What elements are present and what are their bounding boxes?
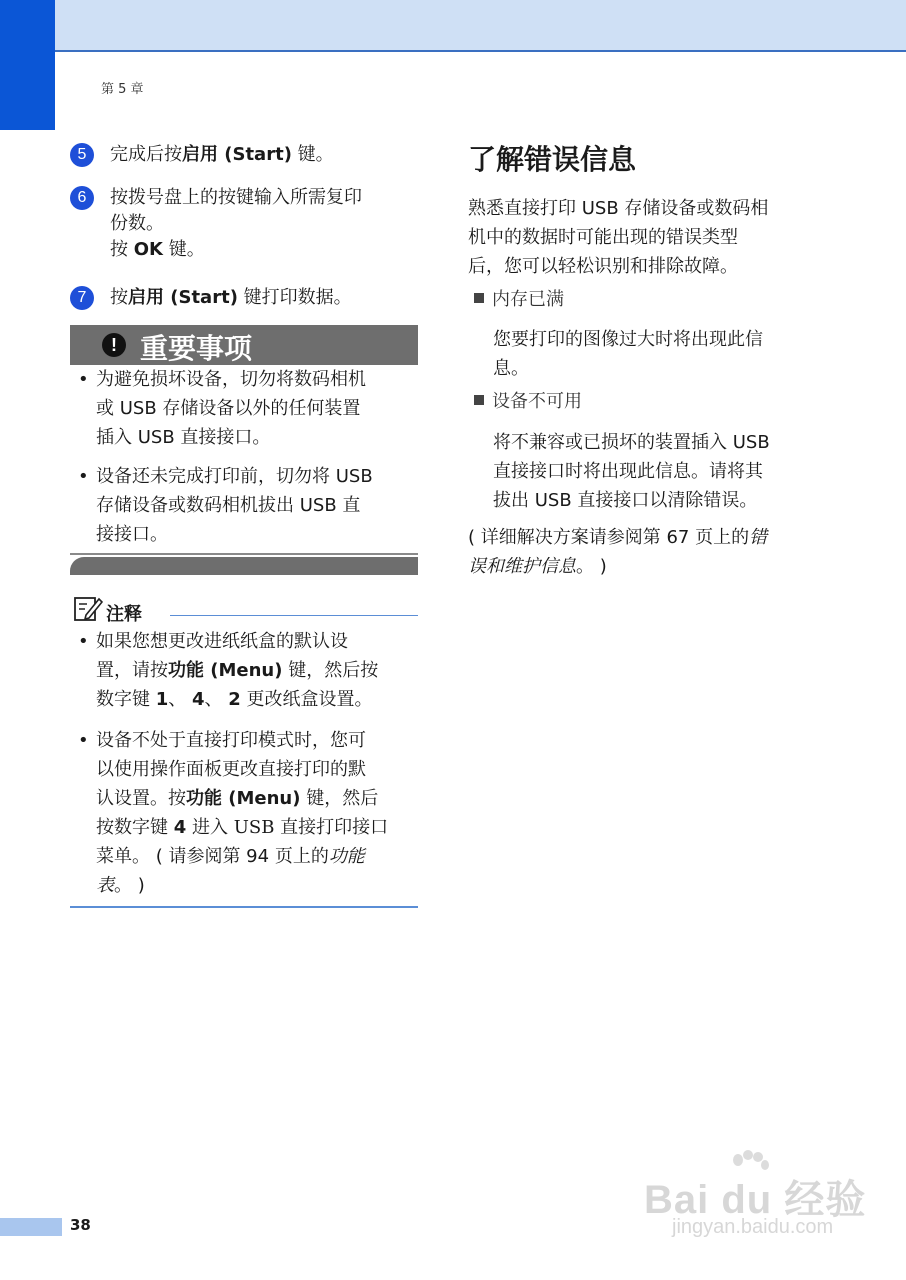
bullet-icon: • xyxy=(78,369,89,390)
square-bullet-icon xyxy=(474,293,484,303)
step-6 xyxy=(70,185,420,265)
exclamation-icon: ! xyxy=(102,333,126,357)
section-heading: 了解错误信息 xyxy=(468,143,637,176)
note-title: 注释 xyxy=(106,604,142,625)
error-item-desc: 您要打印的图像过大时将出现此信 息。 xyxy=(493,329,763,379)
chapter-label: 第 5 章 xyxy=(101,82,144,97)
divider xyxy=(70,906,418,908)
bullet-icon: • xyxy=(78,631,89,652)
important-item: • 设备还未完成打印前，切勿将 USB 存储设备或数码相机拔出 USB 直 接接口。 xyxy=(78,462,418,552)
intro-paragraph: 熟悉直接打印 USB 存储设备或数码相 机中的数据时可能出现的错误类型 后，您可以轻松识别和排除故障。 xyxy=(468,198,769,277)
error-item-title: 内存已满 xyxy=(474,288,564,312)
step-number-badge: 6 xyxy=(70,186,94,210)
divider xyxy=(170,615,418,616)
note-item: • 如果您想更改进纸纸盒的默认设 置，请按功能 (Menu) 键，然后按 数字键 1、 4、 2 更改纸盒设置。 xyxy=(78,627,418,717)
header-bar xyxy=(0,0,906,52)
square-bullet-icon xyxy=(474,395,484,405)
error-item-title: 设备不可用 xyxy=(474,390,582,414)
step-5 xyxy=(70,142,420,168)
step-number-badge: 7 xyxy=(70,286,94,310)
watermark-brand: Bai du 经验 xyxy=(644,1178,867,1222)
step-number-badge: 5 xyxy=(70,143,94,167)
chapter-tab-marker xyxy=(0,0,55,130)
note-pencil-icon xyxy=(73,594,103,624)
step-text: 完成后按启用 (Start) 键。 xyxy=(110,144,334,165)
cross-reference: ( 详细解决方案请参阅第 67 页上的错 误和维护信息。 ) xyxy=(468,527,768,577)
divider xyxy=(70,553,418,555)
bullet-icon: • xyxy=(78,466,89,487)
important-footer xyxy=(70,557,418,575)
important-header xyxy=(70,325,418,365)
page-number: 38 xyxy=(70,1216,91,1234)
step-text: 按拨号盘上的按键输入所需复印 份数。 按 OK 键。 xyxy=(110,187,362,260)
bullet-icon: • xyxy=(78,730,89,751)
error-maintenance-link[interactable]: 错 xyxy=(749,527,768,548)
error-maintenance-link[interactable]: 误和维护信息 xyxy=(468,556,576,577)
error-item-desc: 将不兼容或已损坏的装置插入 USB 直接接口时将出现此信息。请将其 拔出 USB 直接接口以清除错误。 xyxy=(493,432,770,511)
note-item: • 设备不处于直接打印模式时，您可 以使用操作面板更改直接打印的默 认设置。按功能 (Menu) 键，然后 按数字键 4 进入 USB 直接打印接口 菜单。 ( 请参阅第 94 页上的功能 表。 ) xyxy=(78,726,418,901)
important-item: • 为避免损坏设备，切勿将数码相机 或 USB 存储设备以外的任何装置 插入 USB 直接接口。 xyxy=(78,365,418,455)
important-title: 重要事项 xyxy=(140,332,253,365)
watermark-url: jingyan.baidu.com xyxy=(672,1216,834,1238)
footer-bar xyxy=(0,1218,62,1236)
step-7 xyxy=(70,285,420,311)
baidu-watermark xyxy=(640,1150,890,1250)
step-text: 按启用 (Start) 键打印数据。 xyxy=(110,287,352,308)
